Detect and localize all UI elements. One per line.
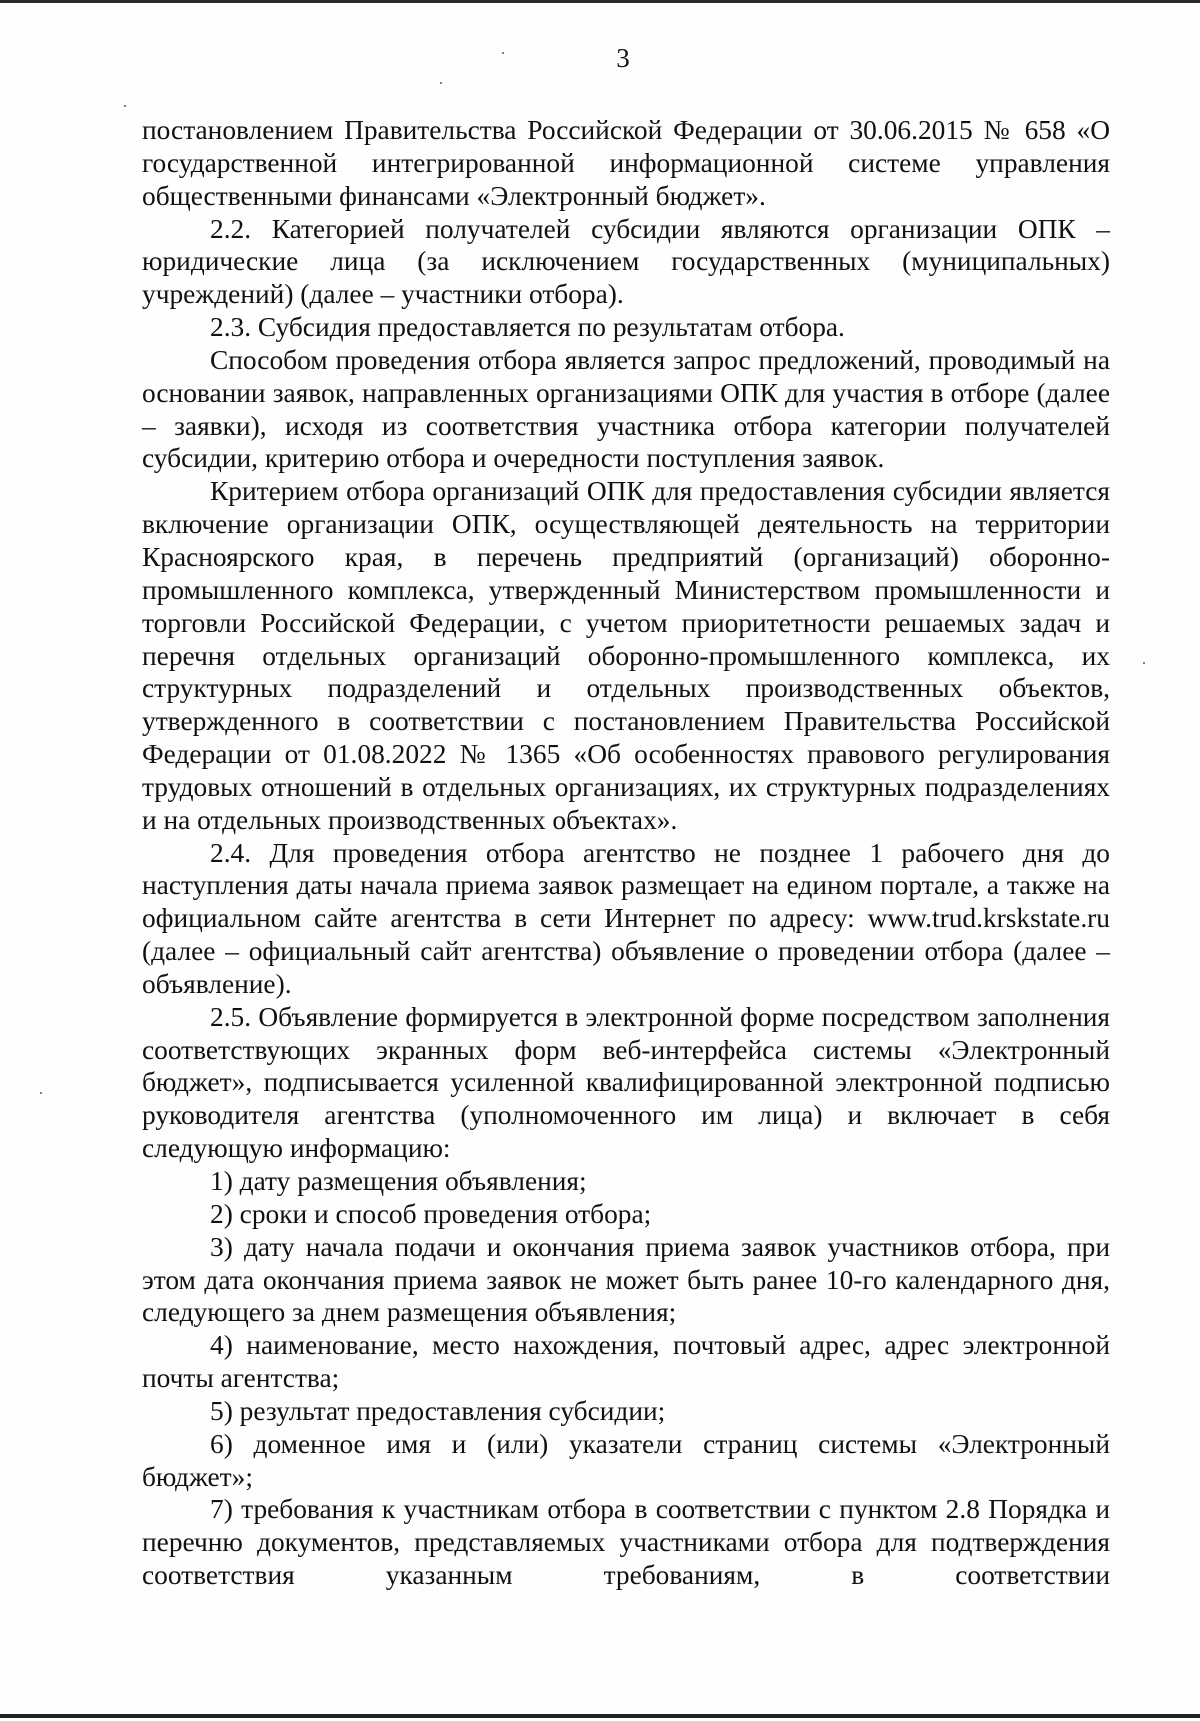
list-item-4: 4) наименование, место нахождения, почтовый адрес, адрес электронной почты агентства; bbox=[142, 1330, 1110, 1394]
bottom-scan-edge bbox=[0, 1714, 1200, 1718]
paragraph-2-3: 2.3. Субсидия предоставляется по результатам отбора. bbox=[210, 312, 845, 343]
list-item-3: 3) дату начала подачи и окончания приема заявок участников отбора, при этом дата окончания приема заявок не может быть ранее 10-го календарного дня, следующего за днем размещения объявления; bbox=[142, 1231, 1110, 1328]
scan-speck bbox=[40, 1092, 42, 1094]
list-item-6: 6) доменное имя и (или) указатели страниц системы «Электронный бюджет»; bbox=[142, 1428, 1110, 1492]
list-item-2: 2) сроки и способ проведения отбора; bbox=[210, 1198, 652, 1229]
document-body bbox=[142, 114, 1110, 1592]
scan-speck bbox=[1143, 662, 1145, 664]
scan-speck bbox=[124, 105, 126, 107]
top-scan-edge bbox=[0, 0, 1200, 3]
list-item-5: 5) результат предоставления субсидии; bbox=[210, 1395, 666, 1426]
page-number: 3 bbox=[616, 43, 630, 73]
paragraph-2-2: 2.2. Категорией получателей субсидии являются организации ОПК – юридические лица (за исключением государственных (муниципальных) учреждений) (далее – участники отбора). bbox=[142, 213, 1110, 310]
scan-speck bbox=[440, 82, 442, 84]
paragraph-continuation: постановлением Правительства Российской Федерации от 30.06.2015 № 658 «О государственной интегрированной информационной системе управления общественными финансами «Электронный бюджет». bbox=[142, 115, 1110, 211]
paragraph-selection-method: Способом проведения отбора является запрос предложений, проводимый на основании заявок, направленных организациями ОПК для участия в отборе (далее – заявки), исходя из соответствия участника отбора категории получателей субсидии, критерию отбора и очередности поступления заявок. bbox=[142, 344, 1110, 474]
paragraph-2-5: 2.5. Объявление формируется в электронной форме посредством заполнения соответствующих экранных форм веб-интерфейса системы «Электронный бюджет», подписывается усиленной квалифицированной электронной подписью руководителя агентства (уполномоченного им лица) и включает в себя следующую информацию: bbox=[142, 1001, 1110, 1164]
paragraph-selection-criterion: Критерием отбора организаций ОПК для предоставления субсидии является включение организации ОПК, осуществляющей деятельность на территории Красноярского края, в перечень предприятий (организаций) оборонно-промышленного комплекса, утвержденный Министерством промышленности и торговли Российской Федерации, с учетом приоритетности решаемых задач и перечня отдельных организаций оборонно-промышленного комплекса, их структурных подразделений и отдельных производственных объектов, утвержденного в соответствии с постановлением Правительства Российской Федерации от 01.08.2022 № 1365 «Об особенностях правового регулирования трудовых отношений в отдельных организациях, их структурных подразделениях и на отдельных производственных объектах». bbox=[142, 476, 1110, 835]
list-item-7: 7) требования к участникам отбора в соответствии с пунктом 2.8 Порядка и перечню документов, представляемых участниками отбора для подтверждения соответствия указанным требованиям, в соответствии bbox=[142, 1494, 1110, 1591]
list-item-1: 1) дату размещения объявления; bbox=[210, 1166, 587, 1196]
scan-speck bbox=[502, 52, 504, 54]
paragraph-2-4: 2.4. Для проведения отбора агентство не позднее 1 рабочего дня до наступления даты начала приема заявок размещает на едином портале, а также на официальном сайте агентства в сети Интернет по адресу: www.trud.krskstate.ru (далее – официальный сайт агентства) объявление о проведении отбора (далее – объявление). bbox=[142, 837, 1110, 999]
